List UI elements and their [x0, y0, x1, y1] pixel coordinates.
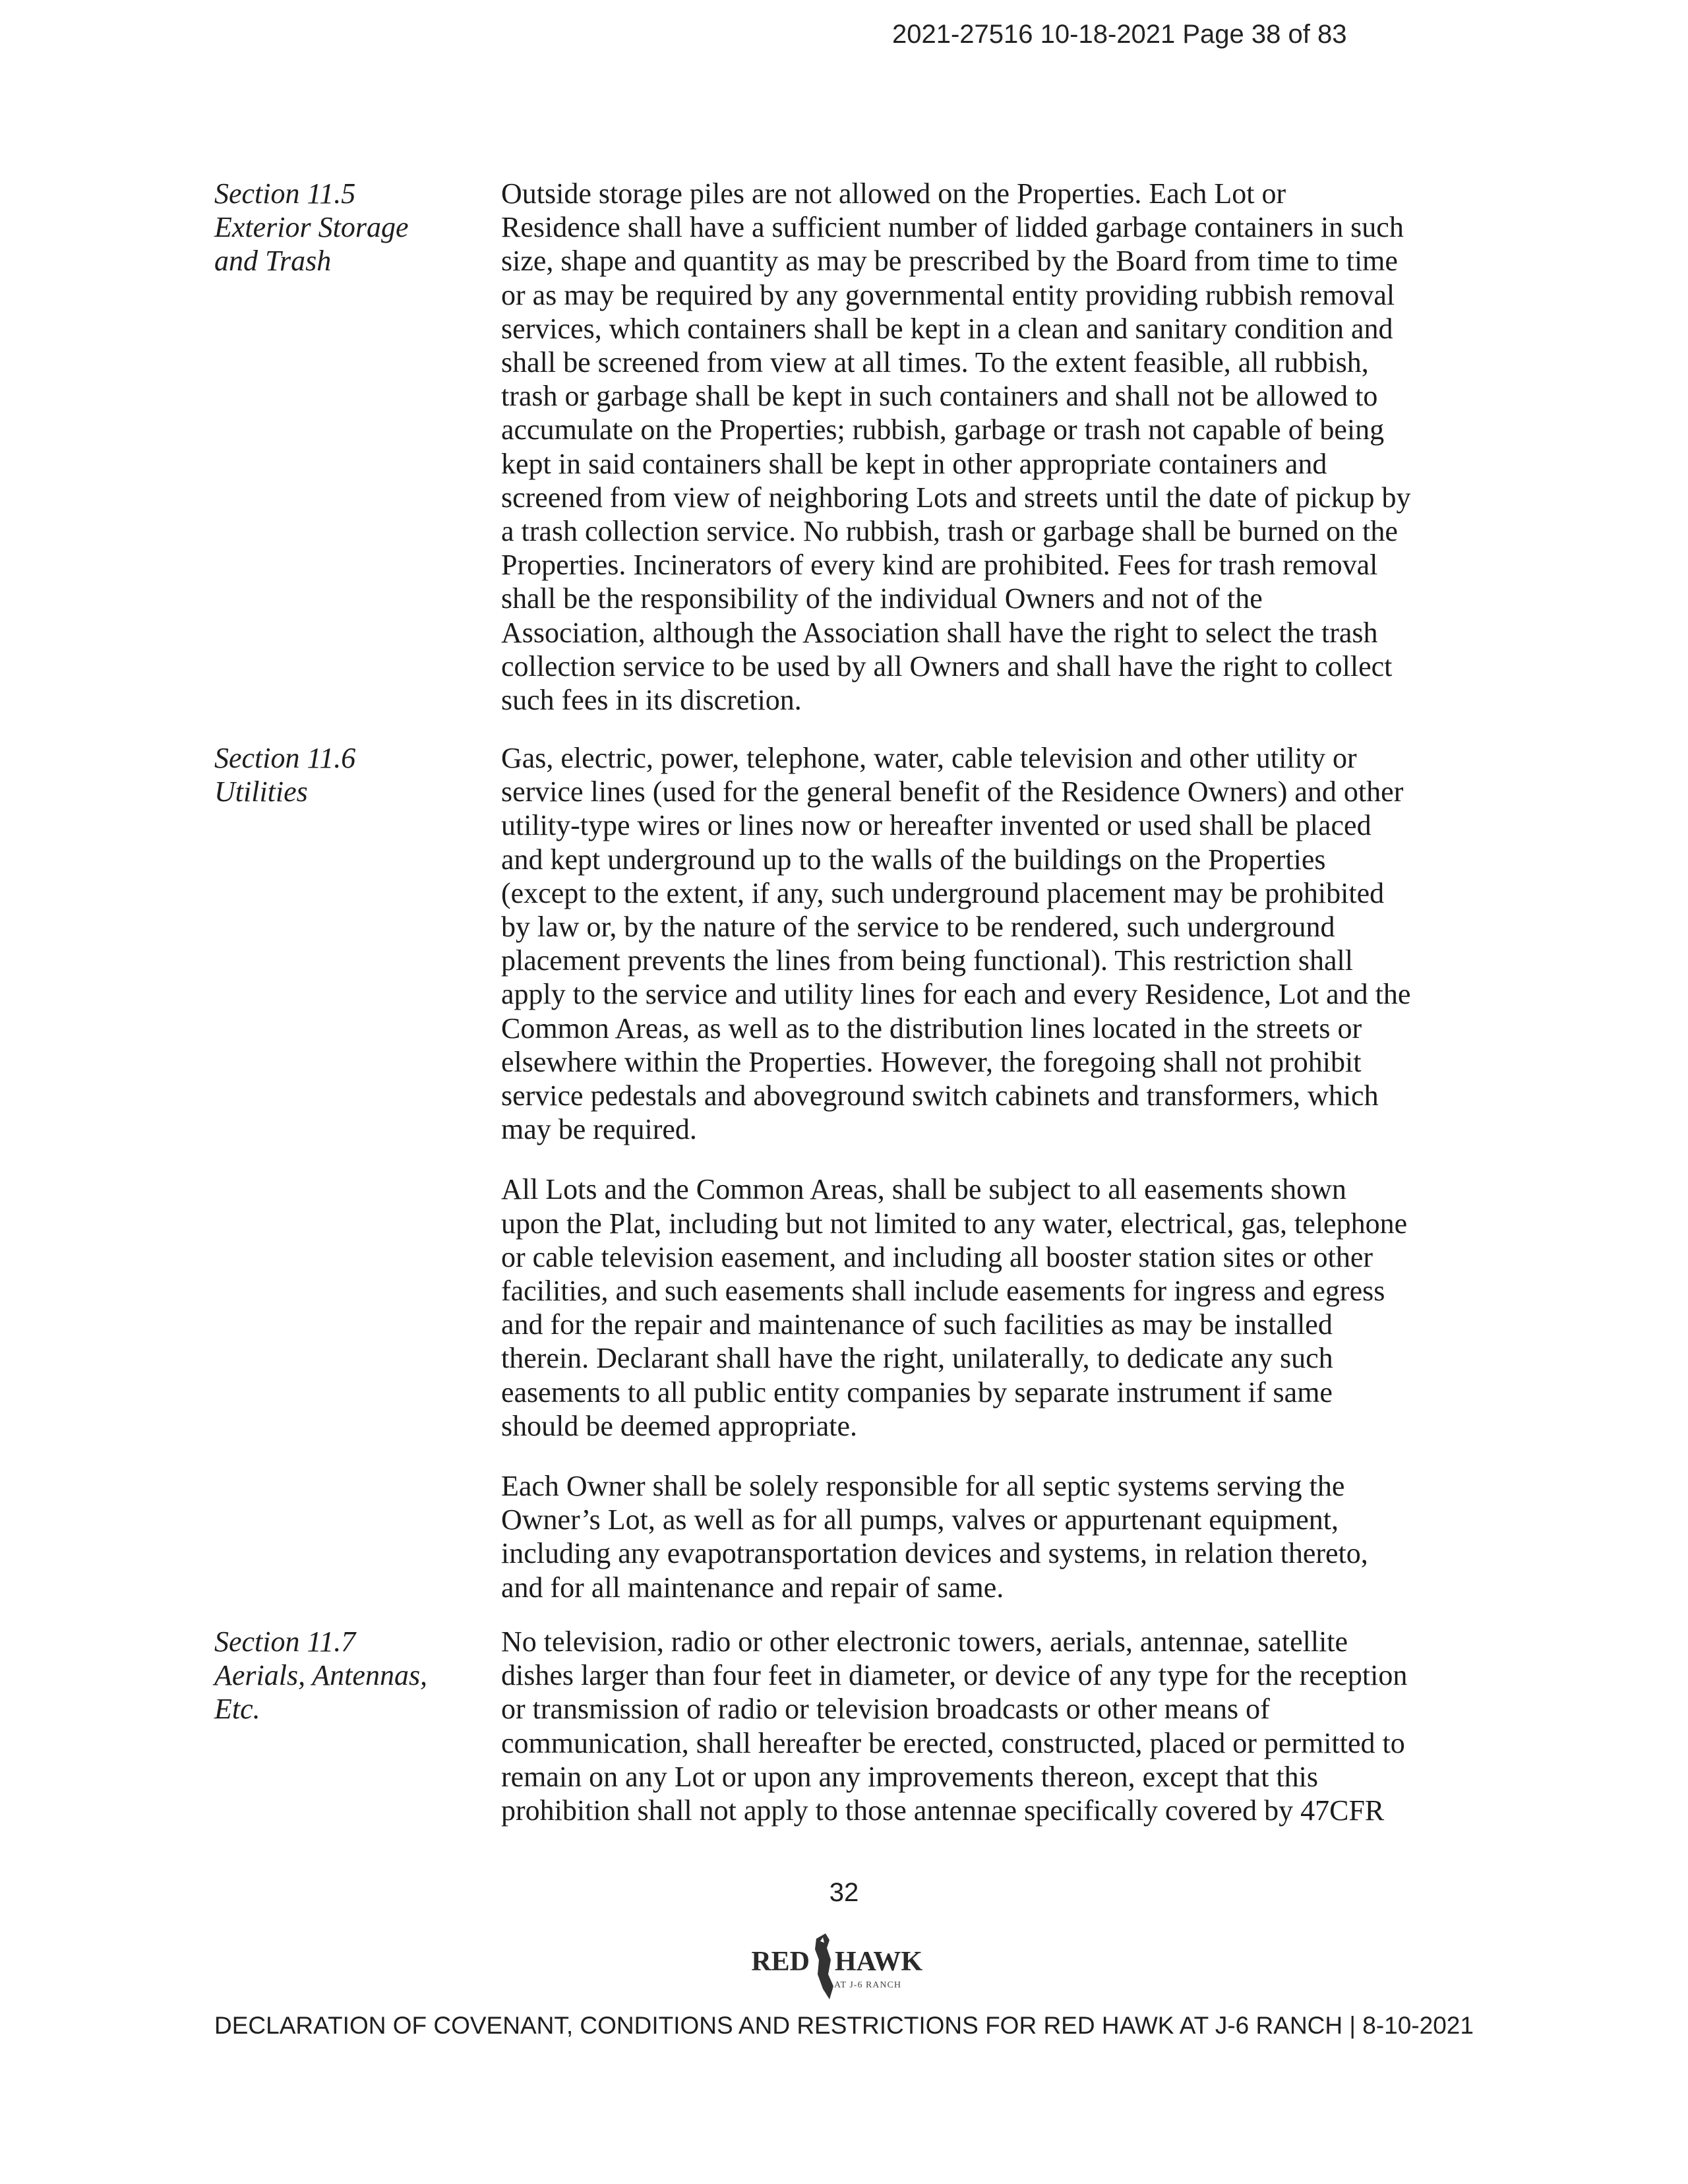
recording-stamp: 2021-27516 10-18-2021 Page 38 of 83 [892, 20, 1347, 49]
logo-text-left: RED [751, 1947, 810, 1977]
section-title-line: Aerials, Antennas, [214, 1659, 428, 1691]
paragraph: Outside storage piles are not allowed on the Properties. Each Lot or Residence shall have a sufficient number of lidded garbage containers in such size, shape and quantity as may be prescribed by the Board from time to time or as may be required by any governmental entity providing rubbish removal services, which containers shall be kept in a clean and sanitary condition and shall be screened from view at all times. To the extent feasible, all rubbish, trash or garbage shall be kept in such containers and shall not be allowed to accumulate on the Properties; rubbish, garbage or trash not capable of being kept in said containers shall be kept in other appropriate containers and screened from view of neighboring Lots and streets until the date of pickup by a trash collection service. No rubbish, trash or garbage shall be burned on the Properties. Incinerators of every kind are prohibited. Fees for trash removal shall be the responsibility of the individual Owners and not of the Association, although the Association shall have the right to select the trash collection service to be used by all Owners and shall have the right to collect such fees in its discretion. [501, 177, 1411, 717]
red-hawk-logo [706, 1926, 982, 2005]
hawk-icon [815, 1933, 833, 1999]
section-title-line: Etc. [214, 1693, 260, 1725]
section-body [501, 1625, 1411, 1827]
section-number: Section 11.6 [214, 742, 356, 774]
section-label [214, 1625, 471, 1726]
logo-subtext: AT J-6 RANCH [834, 1980, 901, 1990]
paragraph: No television, radio or other electronic towers, aerials, antennae, satellite dishes larger than four feet in diameter, or device of any type for the reception or transmission of radio or television broadcasts or other means of communication, shall hereafter be erected, constructed, placed or permitted to remain on any Lot or upon any improvements thereon, except that this prohibition shall not apply to those antennae specifically covered by 47CFR [501, 1625, 1408, 1827]
page-number: 32 [829, 1878, 859, 1907]
section-label [214, 177, 471, 278]
section-title-line: and Trash [214, 245, 332, 277]
paragraph: All Lots and the Common Areas, shall be subject to all easements shown upon the Plat, including but not limited to any water, electrical, gas, telephone or cable television easement, and including all booster station sites or other facilities, and such easements shall include easements for ingress and egress and for the repair and maintenance of such facilities as may be installed therein. Declarant shall have the right, unilaterally, to dedicate any such easements to all public entity companies by separate instrument if same should be deemed appropriate. [501, 1173, 1408, 1442]
paragraph: Each Owner shall be solely responsible for all septic systems serving the Owner’s Lot, as well as for all pumps, valves or appurtenant equipment, including any evapotransportation devices and systems, in relation thereto, and for all maintenance and repair of same. [501, 1470, 1368, 1604]
section-body [501, 177, 1411, 717]
section-label [214, 741, 471, 808]
paragraph: Gas, electric, power, telephone, water, cable television and other utility or service lines (used for the general benefit of the Residence Owners) and other utility-type wires or lines now or hereafter invented or used shall be placed and kept underground up to the walls of the buildings on the Properties (except to the extent, if any, such underground placement may be prohibited by law or, by the nature of the service to be rendered, such underground placement prevents the lines from being functional). This restriction shall apply to the service and utility lines for each and every Residence, Lot and the Common Areas, as well as to the distribution lines located in the streets or elsewhere within the Properties. However, the foregoing shall not prohibit service pedestals and aboveground switch cabinets and transformers, which may be required. [501, 742, 1411, 1146]
section-number: Section 11.5 [214, 177, 356, 210]
section-title-line: Utilities [214, 775, 308, 808]
section-body [501, 741, 1411, 1604]
logo-text-right: HAWK [835, 1947, 923, 1977]
document-footer: DECLARATION OF COVENANT, CONDITIONS AND RESTRICTIONS FOR RED HAWK AT J-6 RANCH | 8-10-2021 [214, 2012, 1474, 2039]
section-title-line: Exterior Storage [214, 211, 409, 243]
section-number: Section 11.7 [214, 1625, 356, 1658]
